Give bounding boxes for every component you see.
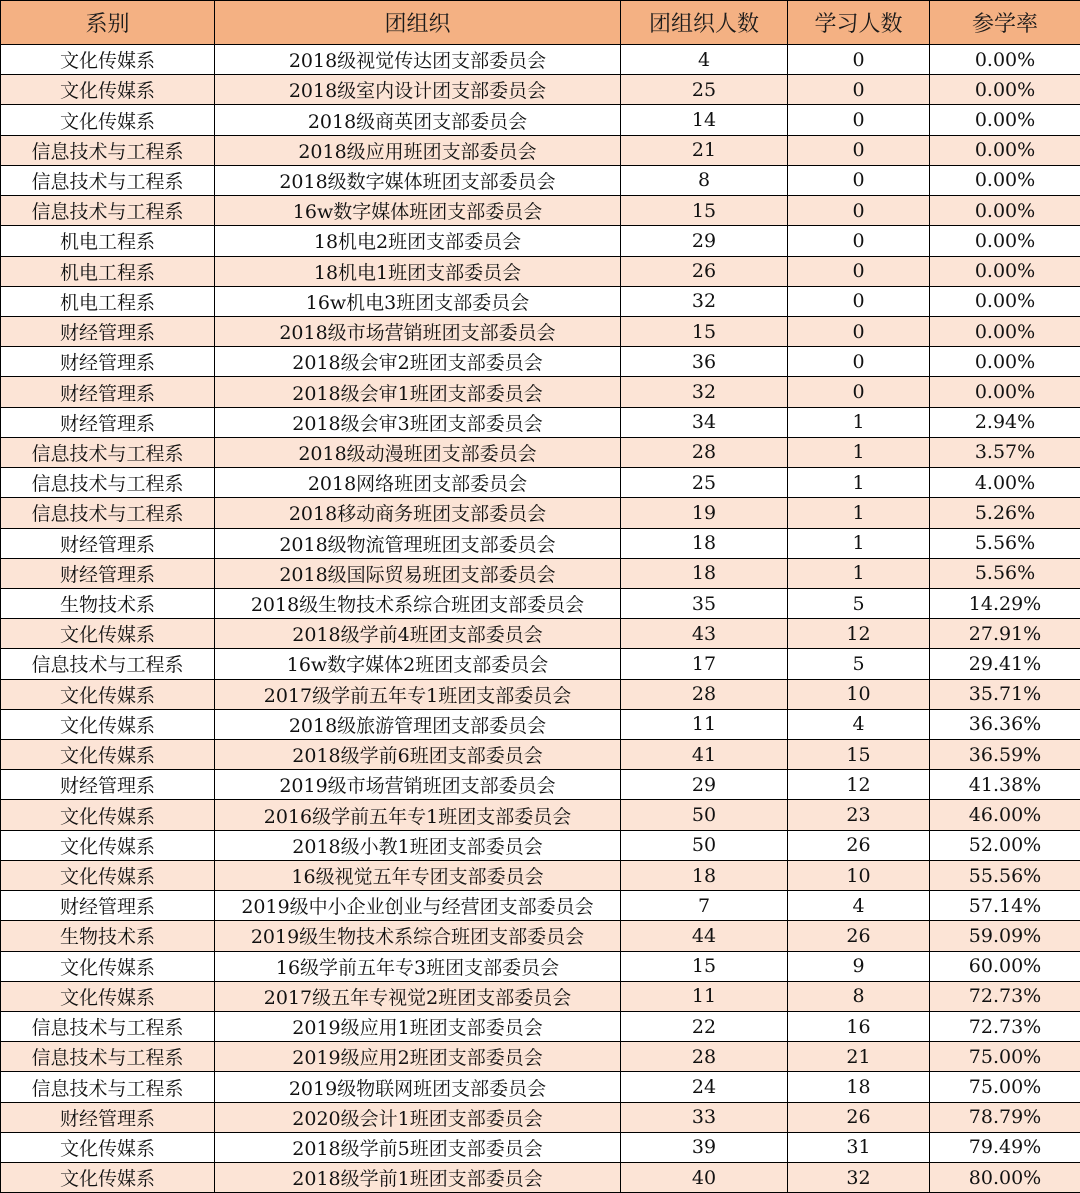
cell-member-count: 32 (621, 286, 788, 316)
cell-learner-count: 0 (788, 286, 930, 316)
cell-participation-rate: 0.00% (930, 347, 1080, 377)
cell-member-count: 7 (621, 891, 788, 921)
cell-league-organization: 2017级五年专视觉2班团支部委员会 (215, 981, 621, 1011)
cell-learner-count: 0 (788, 377, 930, 407)
cell-league-organization: 2016级学前五年专1班团支部委员会 (215, 800, 621, 830)
cell-participation-rate: 0.00% (930, 377, 1080, 407)
cell-participation-rate: 57.14% (930, 891, 1080, 921)
cell-learner-count: 31 (788, 1132, 930, 1162)
cell-participation-rate: 0.00% (930, 165, 1080, 195)
cell-department: 信息技术与工程系 (1, 468, 215, 498)
cell-department: 机电工程系 (1, 256, 215, 286)
cell-league-organization: 2018级学前1班团支部委员会 (215, 1163, 621, 1193)
cell-member-count: 34 (621, 407, 788, 437)
cell-participation-rate: 5.56% (930, 528, 1080, 558)
cell-member-count: 15 (621, 196, 788, 226)
cell-department: 财经管理系 (1, 377, 215, 407)
cell-league-organization: 2018级旅游管理团支部委员会 (215, 709, 621, 739)
cell-department: 信息技术与工程系 (1, 165, 215, 195)
table-row (1, 1012, 1080, 1042)
cell-member-count: 15 (621, 951, 788, 981)
cell-department: 信息技术与工程系 (1, 1012, 215, 1042)
table-row (1, 45, 1080, 75)
table-row (1, 1042, 1080, 1072)
cell-department: 财经管理系 (1, 407, 215, 437)
table-row (1, 75, 1080, 105)
cell-learner-count: 26 (788, 830, 930, 860)
table-row (1, 135, 1080, 165)
cell-member-count: 25 (621, 468, 788, 498)
table-row (1, 105, 1080, 135)
cell-participation-rate: 0.00% (930, 286, 1080, 316)
cell-member-count: 29 (621, 770, 788, 800)
cell-department: 信息技术与工程系 (1, 135, 215, 165)
cell-learner-count: 15 (788, 740, 930, 770)
cell-learner-count: 21 (788, 1042, 930, 1072)
cell-department: 文化传媒系 (1, 75, 215, 105)
cell-league-organization: 2018级国际贸易班团支部委员会 (215, 558, 621, 588)
cell-member-count: 21 (621, 135, 788, 165)
cell-member-count: 50 (621, 830, 788, 860)
cell-participation-rate: 0.00% (930, 45, 1080, 75)
cell-learner-count: 12 (788, 619, 930, 649)
cell-member-count: 32 (621, 377, 788, 407)
cell-participation-rate: 72.73% (930, 981, 1080, 1011)
cell-department: 机电工程系 (1, 226, 215, 256)
cell-department: 文化传媒系 (1, 860, 215, 890)
cell-department: 文化传媒系 (1, 951, 215, 981)
cell-league-organization: 2018级生物技术系综合班团支部委员会 (215, 588, 621, 618)
table-row (1, 196, 1080, 226)
cell-league-organization: 2019级生物技术系综合班团支部委员会 (215, 921, 621, 951)
cell-department: 财经管理系 (1, 770, 215, 800)
cell-league-organization: 2019级中小企业创业与经营团支部委员会 (215, 891, 621, 921)
cell-learner-count: 23 (788, 800, 930, 830)
cell-league-organization: 2018级物流管理班团支部委员会 (215, 528, 621, 558)
cell-learner-count: 26 (788, 1102, 930, 1132)
cell-learner-count: 5 (788, 588, 930, 618)
cell-learner-count: 1 (788, 468, 930, 498)
cell-participation-rate: 0.00% (930, 105, 1080, 135)
cell-department: 信息技术与工程系 (1, 437, 215, 467)
cell-member-count: 41 (621, 740, 788, 770)
table-row (1, 165, 1080, 195)
table-row (1, 1163, 1080, 1193)
cell-learner-count: 0 (788, 316, 930, 346)
table-row (1, 860, 1080, 890)
cell-learner-count: 4 (788, 891, 930, 921)
cell-member-count: 14 (621, 105, 788, 135)
cell-learner-count: 26 (788, 921, 930, 951)
cell-member-count: 39 (621, 1132, 788, 1162)
cell-league-organization: 2018级学前6班团支部委员会 (215, 740, 621, 770)
cell-member-count: 40 (621, 1163, 788, 1193)
cell-department: 信息技术与工程系 (1, 1072, 215, 1102)
cell-department: 文化传媒系 (1, 981, 215, 1011)
cell-department: 财经管理系 (1, 316, 215, 346)
cell-department: 生物技术系 (1, 921, 215, 951)
table-row (1, 1102, 1080, 1132)
table-row (1, 468, 1080, 498)
table-row (1, 316, 1080, 346)
cell-member-count: 28 (621, 1042, 788, 1072)
cell-department: 文化传媒系 (1, 740, 215, 770)
cell-learner-count: 0 (788, 135, 930, 165)
cell-member-count: 25 (621, 75, 788, 105)
cell-league-organization: 2019级应用2班团支部委员会 (215, 1042, 621, 1072)
cell-member-count: 50 (621, 800, 788, 830)
cell-participation-rate: 0.00% (930, 196, 1080, 226)
cell-department: 财经管理系 (1, 558, 215, 588)
cell-member-count: 4 (621, 45, 788, 75)
cell-member-count: 8 (621, 165, 788, 195)
cell-participation-rate: 0.00% (930, 316, 1080, 346)
cell-member-count: 11 (621, 981, 788, 1011)
cell-learner-count: 0 (788, 45, 930, 75)
cell-member-count: 24 (621, 1072, 788, 1102)
cell-participation-rate: 2.94% (930, 407, 1080, 437)
cell-department: 信息技术与工程系 (1, 498, 215, 528)
cell-league-organization: 2018级会审2班团支部委员会 (215, 347, 621, 377)
cell-department: 文化传媒系 (1, 830, 215, 860)
cell-learner-count: 5 (788, 649, 930, 679)
cell-department: 生物技术系 (1, 588, 215, 618)
cell-learner-count: 1 (788, 498, 930, 528)
cell-league-organization: 2018网络班团支部委员会 (215, 468, 621, 498)
table-row (1, 891, 1080, 921)
table-row (1, 256, 1080, 286)
cell-league-organization: 16级视觉五年专团支部委员会 (215, 860, 621, 890)
cell-league-organization: 2017级学前五年专1班团支部委员会 (215, 679, 621, 709)
cell-league-organization: 2018级室内设计团支部委员会 (215, 75, 621, 105)
table-header (1, 1, 1080, 45)
cell-participation-rate: 0.00% (930, 256, 1080, 286)
cell-member-count: 26 (621, 256, 788, 286)
cell-participation-rate: 35.71% (930, 679, 1080, 709)
table-row (1, 709, 1080, 739)
cell-member-count: 35 (621, 588, 788, 618)
table-row (1, 528, 1080, 558)
cell-learner-count: 1 (788, 528, 930, 558)
table-row (1, 226, 1080, 256)
cell-league-organization: 2018级数字媒体班团支部委员会 (215, 165, 621, 195)
cell-league-organization: 2020级会计1班团支部委员会 (215, 1102, 621, 1132)
cell-learner-count: 10 (788, 679, 930, 709)
cell-member-count: 36 (621, 347, 788, 377)
cell-learner-count: 16 (788, 1012, 930, 1042)
cell-learner-count: 0 (788, 165, 930, 195)
table-row (1, 407, 1080, 437)
table-row (1, 588, 1080, 618)
cell-participation-rate: 5.26% (930, 498, 1080, 528)
cell-participation-rate: 60.00% (930, 951, 1080, 981)
cell-learner-count: 10 (788, 860, 930, 890)
table-row (1, 649, 1080, 679)
cell-learner-count: 1 (788, 558, 930, 588)
cell-member-count: 28 (621, 437, 788, 467)
cell-member-count: 29 (621, 226, 788, 256)
cell-league-organization: 2018级视觉传达团支部委员会 (215, 45, 621, 75)
cell-participation-rate: 36.36% (930, 709, 1080, 739)
cell-department: 文化传媒系 (1, 45, 215, 75)
cell-member-count: 11 (621, 709, 788, 739)
header-department: 系别 (1, 1, 215, 45)
cell-learner-count: 0 (788, 347, 930, 377)
table-row (1, 740, 1080, 770)
cell-learner-count: 9 (788, 951, 930, 981)
cell-member-count: 15 (621, 316, 788, 346)
cell-learner-count: 1 (788, 437, 930, 467)
table-row (1, 981, 1080, 1011)
cell-learner-count: 0 (788, 105, 930, 135)
cell-learner-count: 8 (788, 981, 930, 1011)
cell-league-organization: 2018级学前4班团支部委员会 (215, 619, 621, 649)
cell-department: 财经管理系 (1, 347, 215, 377)
cell-learner-count: 0 (788, 196, 930, 226)
cell-participation-rate: 79.49% (930, 1132, 1080, 1162)
table-row (1, 347, 1080, 377)
cell-department: 文化传媒系 (1, 709, 215, 739)
cell-learner-count: 4 (788, 709, 930, 739)
cell-member-count: 18 (621, 860, 788, 890)
table-row (1, 619, 1080, 649)
cell-participation-rate: 80.00% (930, 1163, 1080, 1193)
table-row (1, 770, 1080, 800)
cell-member-count: 28 (621, 679, 788, 709)
cell-member-count: 18 (621, 528, 788, 558)
cell-department: 文化传媒系 (1, 619, 215, 649)
cell-participation-rate: 14.29% (930, 588, 1080, 618)
cell-league-organization: 2019级市场营销班团支部委员会 (215, 770, 621, 800)
cell-league-organization: 18机电2班团支部委员会 (215, 226, 621, 256)
cell-department: 财经管理系 (1, 891, 215, 921)
cell-department: 财经管理系 (1, 1102, 215, 1132)
cell-participation-rate: 5.56% (930, 558, 1080, 588)
cell-learner-count: 0 (788, 256, 930, 286)
cell-department: 文化传媒系 (1, 800, 215, 830)
header-participation-rate: 参学率 (930, 1, 1080, 45)
cell-participation-rate: 36.59% (930, 740, 1080, 770)
table-row (1, 679, 1080, 709)
cell-league-organization: 2018级小教1班团支部委员会 (215, 830, 621, 860)
cell-league-organization: 2019级物联网班团支部委员会 (215, 1072, 621, 1102)
cell-member-count: 43 (621, 619, 788, 649)
cell-learner-count: 0 (788, 75, 930, 105)
cell-participation-rate: 3.57% (930, 437, 1080, 467)
cell-department: 文化传媒系 (1, 679, 215, 709)
cell-learner-count: 1 (788, 407, 930, 437)
cell-member-count: 22 (621, 1012, 788, 1042)
cell-department: 文化传媒系 (1, 1163, 215, 1193)
cell-department: 信息技术与工程系 (1, 1042, 215, 1072)
cell-participation-rate: 41.38% (930, 770, 1080, 800)
cell-league-organization: 2019级应用1班团支部委员会 (215, 1012, 621, 1042)
cell-league-organization: 2018级会审3班团支部委员会 (215, 407, 621, 437)
cell-participation-rate: 78.79% (930, 1102, 1080, 1132)
cell-league-organization: 16w机电3班团支部委员会 (215, 286, 621, 316)
cell-league-organization: 2018级市场营销班团支部委员会 (215, 316, 621, 346)
cell-participation-rate: 75.00% (930, 1042, 1080, 1072)
cell-participation-rate: 0.00% (930, 75, 1080, 105)
cell-department: 文化传媒系 (1, 105, 215, 135)
cell-learner-count: 32 (788, 1163, 930, 1193)
cell-participation-rate: 59.09% (930, 921, 1080, 951)
cell-department: 信息技术与工程系 (1, 649, 215, 679)
table-row (1, 498, 1080, 528)
header-row (1, 1, 1080, 45)
cell-participation-rate: 29.41% (930, 649, 1080, 679)
cell-participation-rate: 52.00% (930, 830, 1080, 860)
table-row (1, 921, 1080, 951)
cell-participation-rate: 4.00% (930, 468, 1080, 498)
cell-department: 信息技术与工程系 (1, 196, 215, 226)
cell-league-organization: 2018级动漫班团支部委员会 (215, 437, 621, 467)
cell-department: 文化传媒系 (1, 1132, 215, 1162)
cell-participation-rate: 0.00% (930, 226, 1080, 256)
cell-participation-rate: 27.91% (930, 619, 1080, 649)
cell-participation-rate: 46.00% (930, 800, 1080, 830)
cell-participation-rate: 72.73% (930, 1012, 1080, 1042)
table-row (1, 286, 1080, 316)
table-row (1, 830, 1080, 860)
cell-league-organization: 16w数字媒体班团支部委员会 (215, 196, 621, 226)
cell-member-count: 44 (621, 921, 788, 951)
header-learner-count: 学习人数 (788, 1, 930, 45)
cell-league-organization: 16级学前五年专3班团支部委员会 (215, 951, 621, 981)
cell-participation-rate: 0.00% (930, 135, 1080, 165)
table-row (1, 558, 1080, 588)
cell-league-organization: 2018级学前5班团支部委员会 (215, 1132, 621, 1162)
cell-league-organization: 2018级应用班团支部委员会 (215, 135, 621, 165)
cell-learner-count: 0 (788, 226, 930, 256)
table-row (1, 951, 1080, 981)
table-row (1, 800, 1080, 830)
cell-department: 财经管理系 (1, 528, 215, 558)
cell-league-organization: 16w数字媒体2班团支部委员会 (215, 649, 621, 679)
cell-member-count: 33 (621, 1102, 788, 1132)
header-member-count: 团组织人数 (621, 1, 788, 45)
cell-participation-rate: 75.00% (930, 1072, 1080, 1102)
table-row (1, 437, 1080, 467)
cell-league-organization: 18机电1班团支部委员会 (215, 256, 621, 286)
table-row (1, 377, 1080, 407)
cell-league-organization: 2018级会审1班团支部委员会 (215, 377, 621, 407)
table-row (1, 1072, 1080, 1102)
cell-member-count: 18 (621, 558, 788, 588)
table-body (1, 45, 1080, 1193)
header-league-organization: 团组织 (215, 1, 621, 45)
cell-league-organization: 2018级商英团支部委员会 (215, 105, 621, 135)
cell-learner-count: 12 (788, 770, 930, 800)
cell-member-count: 19 (621, 498, 788, 528)
cell-member-count: 17 (621, 649, 788, 679)
cell-department: 机电工程系 (1, 286, 215, 316)
cell-learner-count: 18 (788, 1072, 930, 1102)
cell-participation-rate: 55.56% (930, 860, 1080, 890)
table-row (1, 1132, 1080, 1162)
cell-league-organization: 2018移动商务班团支部委员会 (215, 498, 621, 528)
